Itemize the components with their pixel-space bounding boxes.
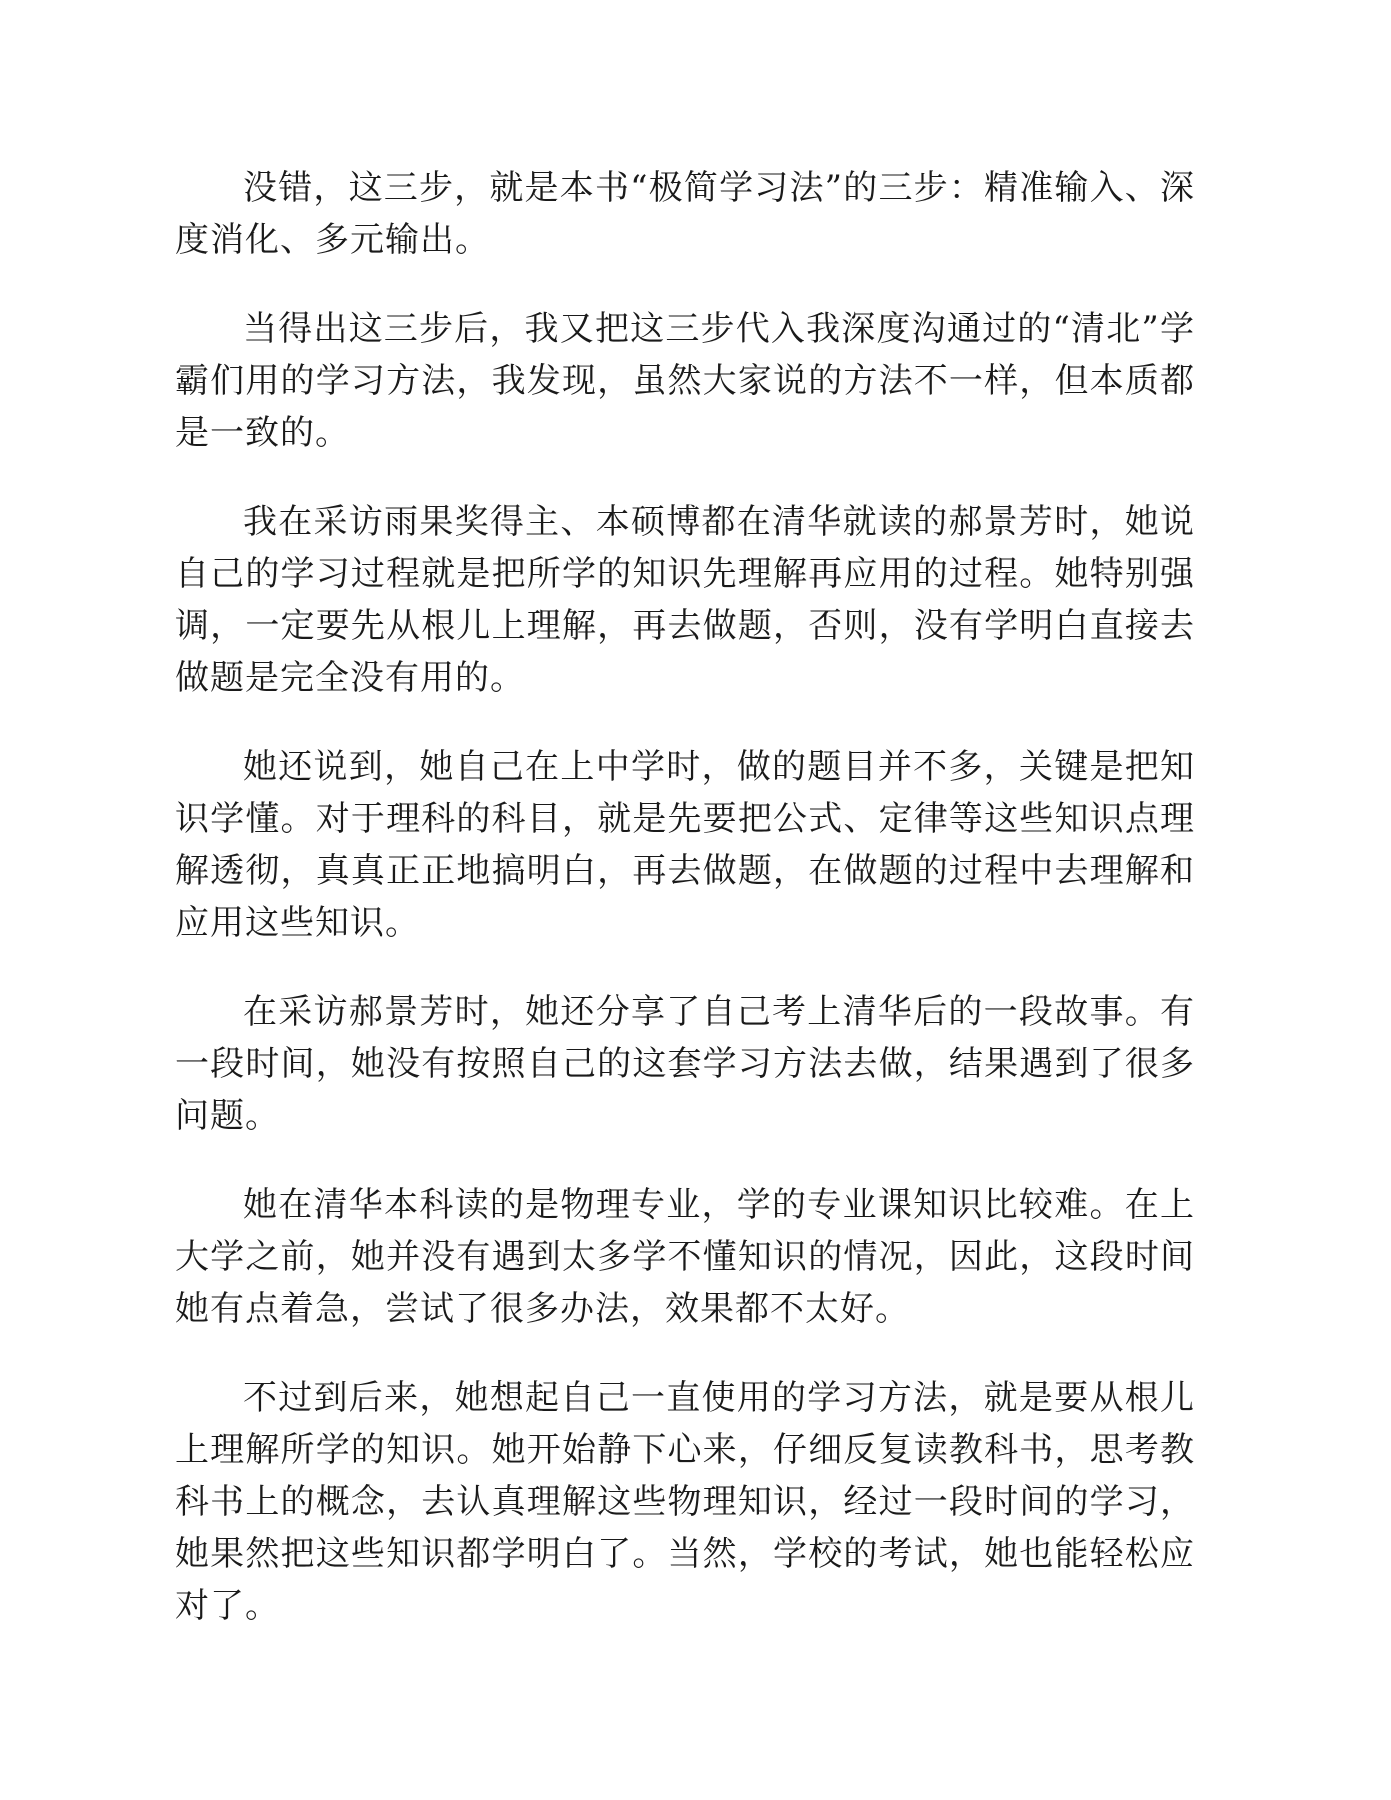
paragraph-7: 不过到后来，她想起自己一直使用的学习方法，就是要从根儿上理解所学的知识。她开始静下心来，仔细反复读教科书，思考教科书上的概念，去认真理解这些物理知识，经过一段时间的学习，她果然把这些知识都学明白了。当然，学校的考试，她也能轻松应对了。 bbox=[175, 1378, 1195, 1626]
paragraph-3: 我在采访雨果奖得主、本硕博都在清华就读的郝景芳时，她说自己的学习过程就是把所学的知识先理解再应用的过程。她特别强调，一定要先从根儿上理解，再去做题，否则，没有学明白直接去做题是完全没有用的。 bbox=[175, 502, 1195, 698]
paragraph-1: 没错，这三步，就是本书“极简学习法”的三步：精准输入、深度消化、多元输出。 bbox=[175, 168, 1195, 260]
paragraph-4: 她还说到，她自己在上中学时，做的题目并不多，关键是把知识学懂。对于理科的科目，就是先要把公式、定律等这些知识点理解透彻，真真正正地搞明白，再去做题，在做题的过程中去理解和应用这些知识。 bbox=[175, 747, 1195, 943]
body-text bbox=[175, 162, 1195, 1669]
paragraph-6: 她在清华本科读的是物理专业，学的专业课知识比较难。在上大学之前，她并没有遇到太多学不懂知识的情况，因此，这段时间她有点着急，尝试了很多办法，效果都不太好。 bbox=[175, 1185, 1195, 1329]
paragraph-5: 在采访郝景芳时，她还分享了自己考上清华后的一段故事。有一段时间，她没有按照自己的这套学习方法去做，结果遇到了很多问题。 bbox=[175, 992, 1195, 1136]
paragraph-2: 当得出这三步后，我又把这三步代入我深度沟通过的“清北”学霸们用的学习方法，我发现，虽然大家说的方法不一样，但本质都是一致的。 bbox=[175, 309, 1195, 453]
